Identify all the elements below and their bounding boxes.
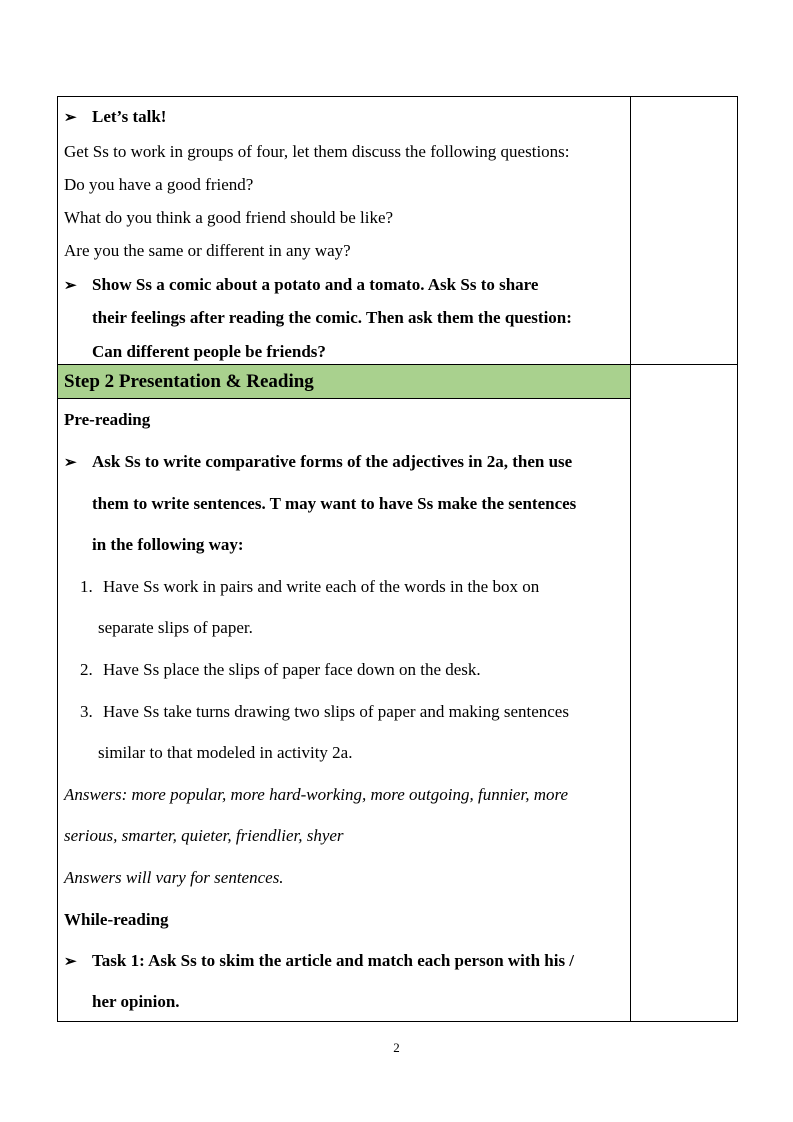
pre-reading-bullet-line: them to write sentences. T may want to have Ss make the sentences — [92, 494, 577, 513]
list-item-text: similar to that modeled in activity 2a. — [98, 743, 353, 762]
pre-reading-heading: Pre-reading — [64, 410, 151, 429]
page-number: 2 — [393, 1040, 400, 1055]
list-item-text: Have Ss work in pairs and write each of the words in the box on — [103, 577, 540, 596]
answers-line: Answers will vary for sentences. — [64, 868, 284, 887]
table-border-right — [737, 96, 738, 1022]
table-border-bottom — [57, 1021, 738, 1022]
list-item-text: Have Ss take turns drawing two slips of paper and making sentences — [103, 702, 569, 721]
arrow-bullet-icon: ➢ — [64, 455, 77, 471]
step-2-title: Step 2 Presentation & Reading — [64, 371, 314, 392]
task-line: her opinion. — [92, 992, 180, 1011]
comic-bullet-line: Show Ss a comic about a potato and a tomato. Ask Ss to share — [92, 275, 539, 294]
list-item-number: 1. — [80, 577, 93, 596]
column-divider — [630, 96, 631, 1022]
body-line: Are you the same or different in any way? — [64, 241, 351, 260]
arrow-bullet-icon: ➢ — [64, 110, 77, 126]
task-line: Task 1: Ask Ss to skim the article and match each person with his / — [92, 951, 575, 970]
answers-line: Answers: more popular, more hard-working, more outgoing, funnier, more — [64, 785, 568, 804]
list-item-number: 2. — [80, 660, 93, 679]
lets-talk-heading: Let’s talk! — [92, 107, 167, 126]
pre-reading-bullet-line: Ask Ss to write comparative forms of the adjectives in 2a, then use — [92, 452, 573, 471]
list-item-text: separate slips of paper. — [98, 618, 253, 637]
body-line: Get Ss to work in groups of four, let them discuss the following questions: — [64, 142, 570, 161]
while-reading-heading: While-reading — [64, 910, 169, 929]
table-border-top — [57, 96, 738, 97]
answers-line: serious, smarter, quieter, friendlier, shyer — [64, 826, 344, 845]
step-band-bottom — [57, 398, 631, 399]
list-item-text: Have Ss place the slips of paper face down on the desk. — [103, 660, 481, 679]
arrow-bullet-icon: ➢ — [64, 954, 77, 970]
body-line: Do you have a good friend? — [64, 175, 254, 194]
list-item-number: 3. — [80, 702, 93, 721]
body-line: What do you think a good friend should be like? — [64, 208, 394, 227]
pre-reading-bullet-line: in the following way: — [92, 535, 244, 554]
comic-bullet-line: Can different people be friends? — [92, 342, 326, 361]
table-border-left — [57, 96, 58, 1022]
comic-bullet-line: their feelings after reading the comic. Then ask them the question: — [92, 308, 572, 327]
arrow-bullet-icon: ➢ — [64, 278, 77, 294]
